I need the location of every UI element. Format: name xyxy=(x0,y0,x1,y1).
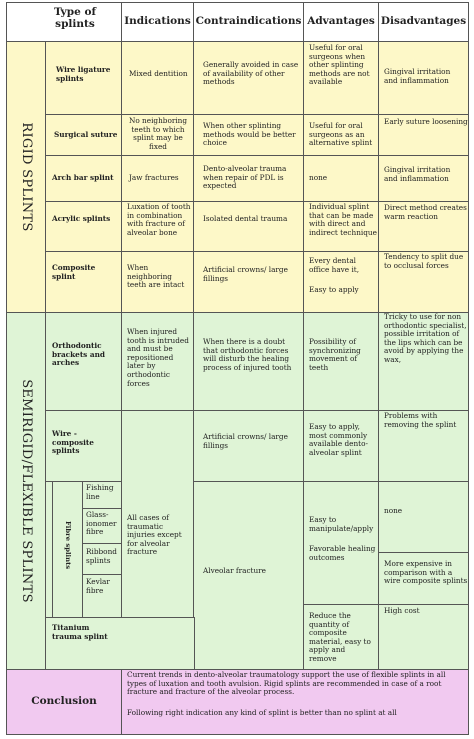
wire-ligature-name: Wire ligature splints xyxy=(56,65,111,83)
composite-advantages-2: Easy to apply xyxy=(309,285,359,294)
arch-bar-contraindications: Dento-alveolar trauma when repair of PDL is expected xyxy=(203,164,287,191)
conclusion-text-1: Current trends in dento-alveolar traumatology support the use of flexible splints in all types of luxation and tooth avulsion. Rigid splints are recommended in case of a root fracture and fracture of the alveolar process. xyxy=(127,670,446,697)
wire-composite-disadvantages: Problems with removing the splint xyxy=(384,411,457,429)
fibre-group-label: Fibre splints xyxy=(64,520,72,570)
acrylic-advantages: Individual splint that can be made with direct and indirect technique xyxy=(309,202,377,237)
wire-ligature-advantages: Useful for oral surgeons when other splinting methods are not available xyxy=(309,43,370,87)
acrylic-indications: Luxation of tooth in combination with fracture of alveolar bone xyxy=(127,202,191,237)
wire-ligature-indications: Mixed dentition xyxy=(129,69,188,78)
orthodontic-contraindications: When there is a doubt that orthodontic forces will disturb the healing process of injured tooth xyxy=(203,337,292,372)
header-indications: Indications xyxy=(124,15,191,27)
wire-ligature-disadvantages: Gingival irritation and inflammation xyxy=(384,67,451,85)
arch-bar-disadvantages: Gingival irritation and inflammation xyxy=(384,165,451,183)
fibre-dis-cell-1 xyxy=(378,481,469,553)
orthodontic-advantages: Possibility of synchronizing movement of teeth xyxy=(309,337,361,372)
ribbond: Ribbond splints xyxy=(86,547,117,565)
rigid-group-label: RIGID SPLINTS xyxy=(19,122,34,232)
surgical-suture-contraindications: When other splinting methods would be better choice xyxy=(203,121,296,148)
header-advantages: Advantages xyxy=(307,15,375,27)
composite-indications: When neighboring teeth are intact xyxy=(127,263,185,290)
alveolar-fracture: Alveolar fracture xyxy=(203,566,266,575)
wire-composite-name: Wire - composite splints xyxy=(52,429,94,456)
fibre-disadvantages-2: More expensive in comparison with a wire composite splints xyxy=(384,559,468,586)
shared-indications: All cases of traumatic injuries except for alveolar fracture xyxy=(127,513,182,557)
surgical-suture-indications: No neighboring teeth to which splint may be fixed xyxy=(128,116,188,151)
composite-name: Composite splint xyxy=(52,263,96,281)
titanium-advantages: Reduce the quantity of composite material, easy to apply and remove xyxy=(309,611,371,663)
header-disadvantages: Disadvantages xyxy=(380,15,467,27)
header-contraindications: Contraindications xyxy=(195,15,302,27)
orthodontic-indications: When injured tooth is intruded and must be repositioned later by orthodontic forces xyxy=(127,327,189,388)
arch-bar-name: Arch bar splint xyxy=(52,173,114,182)
row-acrylic xyxy=(45,201,122,252)
wire-composite-contraindications: Artificial crowns/ large fillings xyxy=(203,432,288,450)
acrylic-contraindications: Isolated dental trauma xyxy=(203,214,288,223)
composite-disadvantages: Tendency to split due to occlusal forces xyxy=(384,252,464,270)
acrylic-disadvantages: Direct method creates warm reaction xyxy=(384,203,467,221)
conclusion-label: Conclusion xyxy=(31,695,97,707)
surgical-suture-advantages: Useful for oral surgeons as an alternative splint xyxy=(309,121,373,148)
fibre-advantages-2: Favorable healing outcomes xyxy=(309,544,376,562)
kevlar: Kevlar fibre xyxy=(86,577,110,595)
arch-bar-indications: Jaw fractures xyxy=(129,173,179,182)
arch-bar-advantages: none xyxy=(309,173,328,182)
header-type: Type of splints xyxy=(54,6,96,30)
titanium-disadvantages: High cost xyxy=(384,606,420,615)
surgical-suture-disadvantages: Early suture loosening xyxy=(384,117,468,126)
orthodontic-disadvantages: Tricky to use for non orthodontic specialist, possible irritation of the lips which can be avoid by applying the wax, xyxy=(384,312,467,364)
fibre-advantages-1: Easy to manipulate/apply xyxy=(309,515,374,533)
wire-ligature-contraindications: Generally avoided in case of availability of other methods xyxy=(203,60,299,87)
fibre-disadvantages-1: none xyxy=(384,506,403,515)
orthodontic-name: Orthodontic brackets and arches xyxy=(52,341,105,368)
glass-ionomer: Glass-ionomer fibre xyxy=(86,510,117,537)
titanium-name: Titanium trauma splint xyxy=(52,623,108,641)
wire-composite-advantages: Easy to apply, most commonly available dento-alveolar splint xyxy=(309,422,368,457)
conclusion-text-2: Following right indication any kind of splint is better than no splint at all xyxy=(127,708,397,717)
fishing-line: Fishing line xyxy=(86,483,114,501)
acrylic-name: Acrylic splints xyxy=(52,214,111,223)
acrylic-contra-cell xyxy=(193,201,304,252)
semirigid-group-label: SEMIRIGID/FLEXIBLE SPLINTS xyxy=(19,379,34,603)
surgical-suture-name: Surgical suture xyxy=(54,130,118,139)
composite-contraindications: Artificial crowns/ large fillings xyxy=(203,265,288,283)
composite-advantages-1: Every dental office have it, xyxy=(309,256,360,274)
